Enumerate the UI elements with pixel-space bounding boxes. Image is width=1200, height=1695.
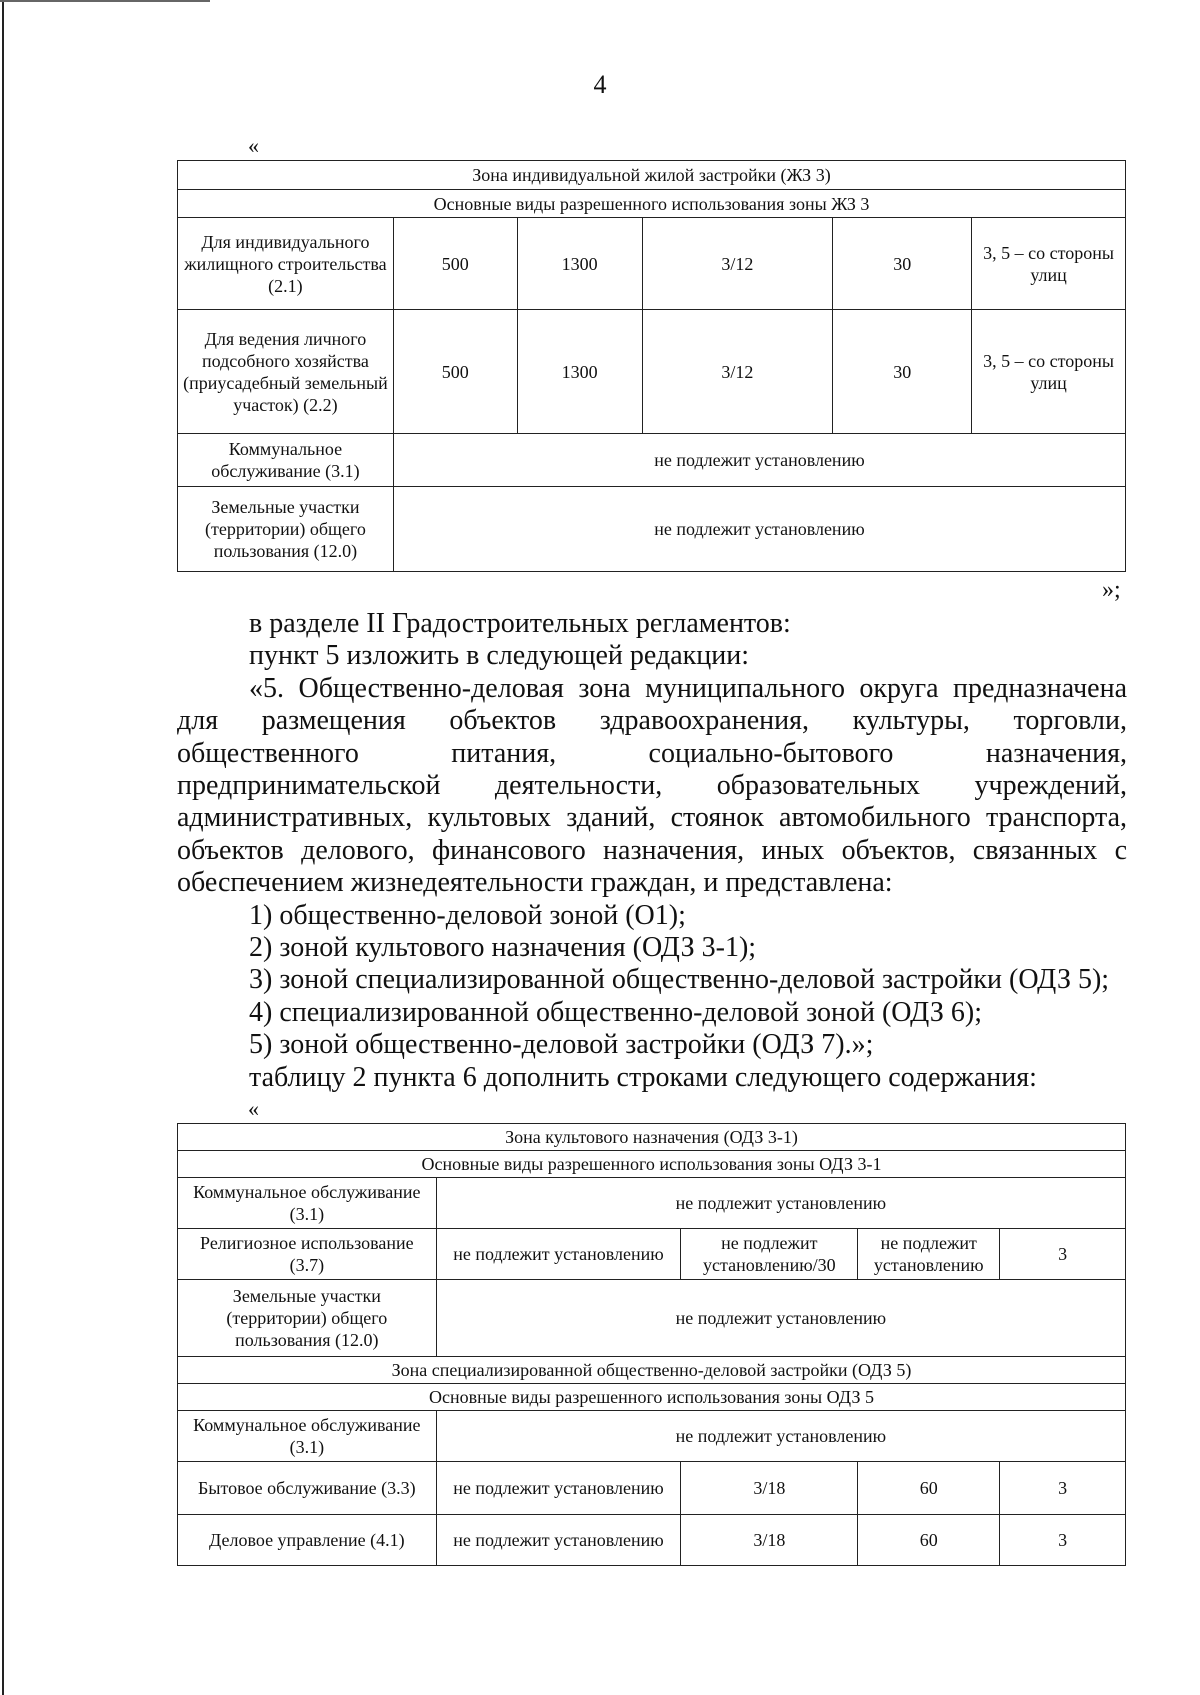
table-cell: 3/12 xyxy=(642,218,833,310)
zone-title: Зона культового назначения (ОДЗ 3-1) xyxy=(178,1124,1126,1151)
text-line: пункт 5 изложить в следующей редакции: xyxy=(249,640,749,672)
table-cell-name: Деловое управление (4.1) xyxy=(178,1515,437,1566)
table-cell: 3/18 xyxy=(681,1515,858,1566)
table-cell-merged: не подлежит установлению xyxy=(436,1280,1125,1357)
table-cell-name: Земельные участки (территории) общего пользования (12.0) xyxy=(178,1280,437,1357)
table-cell: 1300 xyxy=(517,218,642,310)
list-item: 4) специализированной общественно-деловой зоной (ОДЗ 6); xyxy=(249,996,983,1028)
table-cell: 500 xyxy=(393,218,517,310)
page-number: 4 xyxy=(593,70,607,99)
paragraph-5: «5. Общественно-деловая зона муниципального округа предназначена для размещения объектов здравоохранения, культуры, торговли, общественного питания, социально-бытового назначения, предпринимательской деятельности, образовательных учреждений, административных, культовых зданий, стоянок автомобильного транспорта, объектов делового, финансового назначения, иных объектов, связанных с обеспечением жизнедеятельности граждан, и представлена: xyxy=(177,672,1127,899)
table-cell-merged: не подлежит установлению xyxy=(436,1411,1125,1462)
table-cell: не подлежит установлению/30 xyxy=(681,1229,858,1280)
zone-subtitle: Основные виды разрешенного использования зоны ЖЗ 3 xyxy=(178,190,1126,218)
table-cell-name: Земельные участки (территории) общего пользования (12.0) xyxy=(178,487,394,572)
open-quote-2: « xyxy=(248,1096,259,1121)
text-line: таблицу 2 пункта 6 дополнить строками следующего содержания: xyxy=(249,1061,1037,1093)
zone-subtitle: Основные виды разрешенного использования зоны ОДЗ 3-1 xyxy=(178,1151,1126,1178)
table-cell: 60 xyxy=(858,1515,1000,1566)
table-cell-merged: не подлежит установлению xyxy=(436,1178,1125,1229)
zone-odz-table xyxy=(177,1123,1126,1566)
table-cell: 3 xyxy=(1000,1515,1126,1566)
table-cell-name: Коммунальное обслуживание (3.1) xyxy=(178,434,394,487)
open-quote: « xyxy=(248,133,259,158)
table-cell: не подлежит установлению xyxy=(858,1229,1000,1280)
zone-title: Зона специализированной общественно-деловой застройки (ОДЗ 5) xyxy=(178,1357,1126,1384)
table-cell: 3/18 xyxy=(681,1462,858,1515)
table-cell: 3, 5 – со стороны улиц xyxy=(972,218,1126,310)
table-cell: 30 xyxy=(833,218,972,310)
close-quote: »; xyxy=(1102,577,1121,603)
table-cell: 3/12 xyxy=(642,310,833,434)
list-item: 3) зоной специализированной общественно-деловой застройки (ОДЗ 5); xyxy=(249,964,1110,996)
table-cell: 3, 5 – со стороны улиц xyxy=(972,310,1126,434)
list-item: 2) зоной культового назначения (ОДЗ 3-1); xyxy=(249,932,757,964)
table-cell-merged: не подлежит установлению xyxy=(393,487,1125,572)
table-cell-name: Для ведения личного подсобного хозяйства (приусадебный земельный участок) (2.2) xyxy=(178,310,394,434)
table-cell: не подлежит установлению xyxy=(436,1462,681,1515)
table-cell-merged: не подлежит установлению xyxy=(393,434,1125,487)
table-cell-name: Для индивидуального жилищного строительства (2.1) xyxy=(178,218,394,310)
list-item: 5) зоной общественно-деловой застройки (ОДЗ 7).»; xyxy=(249,1029,874,1061)
table-cell: 1300 xyxy=(517,310,642,434)
table-cell: 500 xyxy=(393,310,517,434)
list-item: 1) общественно-деловой зоной (О1); xyxy=(249,899,686,931)
zone-subtitle: Основные виды разрешенного использования зоны ОДЗ 5 xyxy=(178,1384,1126,1411)
table-cell-name: Коммунальное обслуживание (3.1) xyxy=(178,1178,437,1229)
text-line: в разделе II Градостроительных регламентов: xyxy=(249,608,791,639)
zone-zhz3-table xyxy=(177,160,1126,572)
table-cell: 30 xyxy=(833,310,972,434)
table-cell: не подлежит установлению xyxy=(436,1515,681,1566)
zone-title: Зона индивидуальной жилой застройки (ЖЗ 3) xyxy=(178,161,1126,190)
table-cell: 3 xyxy=(1000,1462,1126,1515)
table-cell-name: Коммунальное обслуживание (3.1) xyxy=(178,1411,437,1462)
table-cell: не подлежит установлению xyxy=(436,1229,681,1280)
amendment-text xyxy=(177,608,1127,1094)
table-cell: 60 xyxy=(858,1462,1000,1515)
table-cell-name: Религиозное использование (3.7) xyxy=(178,1229,437,1280)
table-cell-name: Бытовое обслуживание (3.3) xyxy=(178,1462,437,1515)
page-scan-edge-top xyxy=(0,0,210,2)
page-scan-edge xyxy=(2,0,4,1695)
table-cell: 3 xyxy=(1000,1229,1126,1280)
